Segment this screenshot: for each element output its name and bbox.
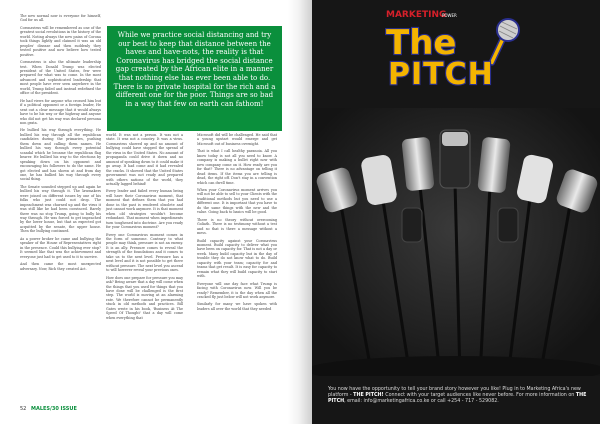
paragraph: The Senate sounded stepped up and again he bullied his way through it. The lawmakers were joined on different issues by one of his folks who just could not drop. The impeachment was churned up and the virus it was still like he had been convinced. Rarely there was no stop Trump, going to bully his way through. He was forced to get impeached by the lower house, but that as expected got acquitted by the senate, the upper house. Then the bullying continued.: [20, 184, 101, 234]
pull-quote-text: While we practice social distancing and try our best to keep that distance between the haves and have-nots, the reality is that Coronavirus has bridged the social distance gap created by the African elite in a manner that nothing else has ever been able to do. There is no private hospital for the rich and a different one for the poor. Things are so bad in a way that few on earth can fathom!: [113, 31, 276, 108]
article-column-1: [20, 14, 101, 274]
logo-word-the: The: [386, 23, 457, 63]
paragraph: Every one Coronavirus moment comes in the form of someone. Contrary to what people may think, pressure is not an enemy. It is an ally. Pressure comes to reveal the strength of the foundations and it comes to take us to the next level. Pressure has a next level and it is not possible to get there without pressure. The next level you ascend to will however reveal your previous ones.: [106, 232, 183, 273]
page-footer: [20, 406, 77, 412]
promo-brand: THE PITCH!: [353, 393, 384, 399]
promo-text-part-1: You now have the opportunity to tell your brand story however you like! Plug in to Marketing Africa's new platform -: [328, 386, 581, 399]
promo-contact: , email: info@marketingafrica.co.ke or call +254 - 717 - 529082.: [344, 399, 499, 405]
logo-kicker-small: POWER: [442, 13, 457, 18]
the-pitch-logo-graphic: [384, 8, 534, 86]
paragraph: He had views for anyone who crossed him but if a political opponent or a foreign leader, He sent out a clear message that it would always have to be his way or the highway and anyone who did not get his way was declared persona non grata.: [20, 98, 101, 125]
paragraph: The new normal now is everyone for himself, God for us all.: [20, 14, 101, 23]
promo-text: [328, 387, 592, 406]
the-pitch-logo: [384, 8, 534, 86]
microphones-photo: [312, 108, 600, 376]
paragraph: There is no theory without overcoming Goliath. There is no testimony without a test and so that is there a message without a mess.: [197, 217, 277, 236]
paragraph: Coronavirus is also the ultimate leadership test. When Donald Trump was elected president of the United States, few were prepared for what was to come. In the most advanced and sophisticated leadership that most people have ever seen anywhere in the world, Trump failed and instead redefined the office of the president.: [20, 60, 101, 96]
paragraph: And then came the most unexpected adversary. Now, Rich they created Act.: [20, 262, 101, 271]
left-page: [0, 0, 288, 424]
paragraph: He bullied his way through everything. He bullied his way through all the republican candidates during the primaries, pushing them down and calling them names. He bullied his way through every potential scandal which he became the republican flag bearer. He bullied his way to the elections by speaking down on his opponent and encouraging his followers to do the same. He got elected and has shown at and from day one, he has bullied his way through every social thing.: [20, 128, 101, 182]
logo-kicker: MARKETING: [386, 10, 447, 20]
page-number: 52: [20, 406, 27, 412]
promo-text-part-2: Connect with your target audiences like never before. For more information on: [383, 393, 576, 399]
paragraph: Similarly for many we have spoken with leaders all over the world that they needed: [197, 302, 277, 311]
magazine-issue-label: MALES/30 ISSUE: [30, 406, 77, 412]
paragraph: When your Coronavirus moment arrives you will not be able to sell to your Clients with the traditional methods but you need to use a different one. It is important that you have to do the same things with the new and the value. Going back to basics will be good.: [197, 187, 277, 215]
paragraph: How does one prepare for pressure you may ask? Being aware that a day will come when the things that you used for things that you have done will be challenged is the first step. The world is moving at an alarming rate. We therefore cannot be permanently stuck in old methods and practices. Bill Gates wrote in his book, 'Business At The Speed Of Thought' that a day will come when everything that: [106, 275, 183, 320]
page-gutter: [288, 0, 312, 424]
logo-word-pitch: PITCH: [388, 57, 494, 86]
paragraph: world. It was not a person. It was not a state. It was not a country. It was a virus. Coronavirus showed up and no amount of bullying could have stopped the spread of the virus in the United States. No amount of propaganda could drive it down and no amount of speaking down to it could make it go away. It had come and it had revealed the cracks. It showed that the United States government was not ready and prepared with others nations of the world, they actually lagged behind!: [106, 133, 183, 186]
paragraph: Coronavirus will be remembered as one of the greatest social revolutions in the history of the world. Noting always the new pains of Corona took things lightly and claimed it was an old peoples' disease and then suddenly they tested positive and now believe how tested positive.: [20, 25, 101, 57]
paragraph: As a power broker he came and bullying the speaker of the House of Representatives right in the presence. Could this bullying ever stop? It seemed like that was the achievement and everyone just had to get used to it to survive.: [20, 236, 101, 259]
paragraph: That is what I call healthy paranoia. All you know today is not all you need to know. A company is making a bullet right now with new company come on it. How ready are you for that? There is no advantage on telling it dead items. If the items you are telling is dead, the right off. Don't stay in a convention which can dwell time.: [197, 149, 277, 185]
paragraph: Microsoft did will be challenged. He said that a young upstart would emerge and get Microsoft out of business overnight.: [197, 133, 277, 146]
paragraph: Build capacity against your Coronavirus moment. Build capacity to deliver what you have been on capacity for. That is not a day or week. Many build capacity but in the day of trouble they do not know what to do. Build capacity with your team; capacity for and teams that get result. It is easy for capacity to remain what they will build capacity to start with.: [197, 238, 277, 279]
article-column-3: [197, 133, 277, 314]
article-column-2: [106, 133, 183, 323]
promo-brand-2: THE PITCH: [328, 393, 587, 405]
right-page: [312, 0, 600, 424]
paragraph: Every leader and failed every human being will have their Coronavirus moment, that moment that defines them that you had done in the past is rendered obsolete and just cannot work anymore. It is that moment when old strategies wouldn't become redundant. That moment when impediments turn toughened into doctrine. Are you ready for your Coronavirus moment?: [106, 189, 183, 230]
paragraph: Everyone will one day face what Trump is facing with Coronavirus now. Will you be ready? Remember, it is the day when all the cracked fly just below will not work anymore.: [197, 281, 277, 299]
pull-quote-box: [107, 26, 282, 131]
